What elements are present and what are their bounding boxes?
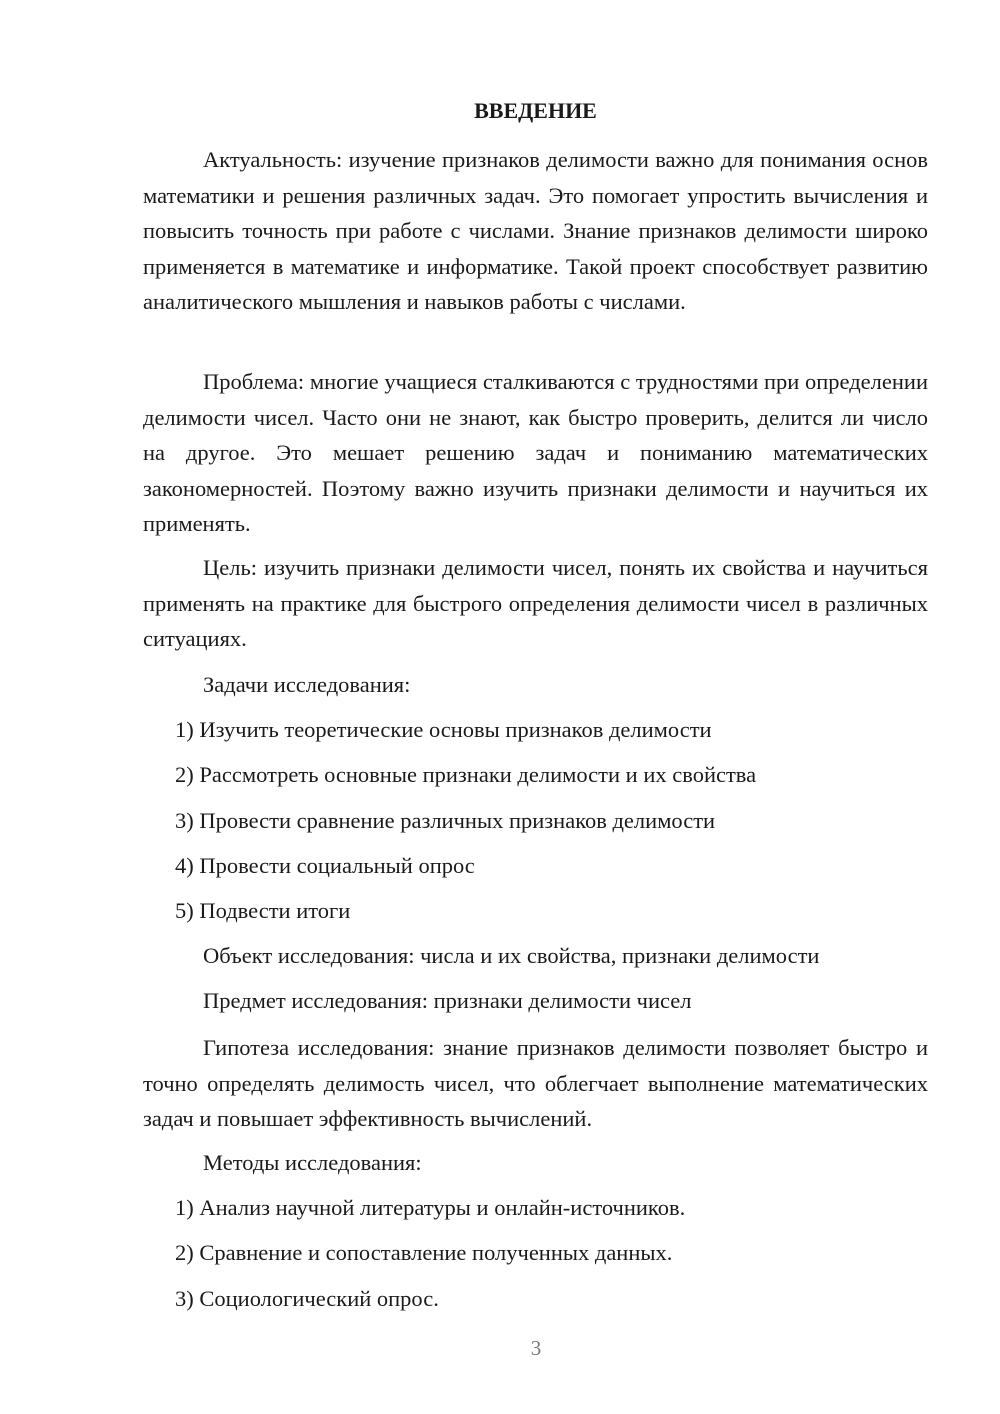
method-item: 3) Социологический опрос. — [175, 1286, 439, 1311]
methods-heading: Методы исследования: — [203, 1150, 422, 1175]
goal-paragraph: Цель: изучить признаки делимости чисел, понять их свойства и научиться применять на практике для быстрого определения делимости чисел в различных ситуациях. — [143, 555, 928, 651]
problem-paragraph: Проблема: многие учащиеся сталкиваются с трудностями при определении делимости чисел. Часто они не знают, как быстро проверить, делится ли число на другое. Это мешает решению задач и пониманию математических закономерностей. Поэтому важно изучить признаки делимости и научиться их применять. — [143, 369, 928, 536]
task-item: 3) Провести сравнение различных признаков делимости — [175, 808, 716, 833]
tasks-heading: Задачи исследования: — [203, 672, 411, 697]
task-item: 5) Подвести итоги — [175, 898, 351, 923]
section-title: ВВЕДЕНИЕ — [474, 98, 597, 123]
page-number: 3 — [530, 1336, 542, 1360]
hypothesis-paragraph: Гипотеза исследования: знание признаков делимости позволяет быстро и точно определять делимость чисел, что облегчает выполнение математических задач и повышает эффективность вычислений. — [143, 1035, 928, 1131]
method-item: 2) Сравнение и сопоставление полученных данных. — [175, 1240, 673, 1265]
task-item: 1) Изучить теоретические основы признаков делимости — [175, 717, 712, 742]
subject-line: Предмет исследования: признаки делимости чисел — [203, 988, 692, 1013]
task-item: 4) Провести социальный опрос — [175, 853, 475, 878]
task-item: 2) Рассмотреть основные признаки делимости и их свойства — [175, 762, 757, 787]
object-line: Объект исследования: числа и их свойства, признаки делимости — [203, 943, 820, 968]
method-item: 1) Анализ научной литературы и онлайн-источников. — [175, 1195, 686, 1220]
relevance-paragraph: Актуальность: изучение признаков делимости важно для понимания основ математики и решения различных задач. Это помогает упростить вычисления и повысить точность при работе с числами. Знание признаков делимости широко применяется в математике и информатике. Такой проект способствует развитию аналитического мышления и навыков работы с числами. — [143, 147, 928, 314]
